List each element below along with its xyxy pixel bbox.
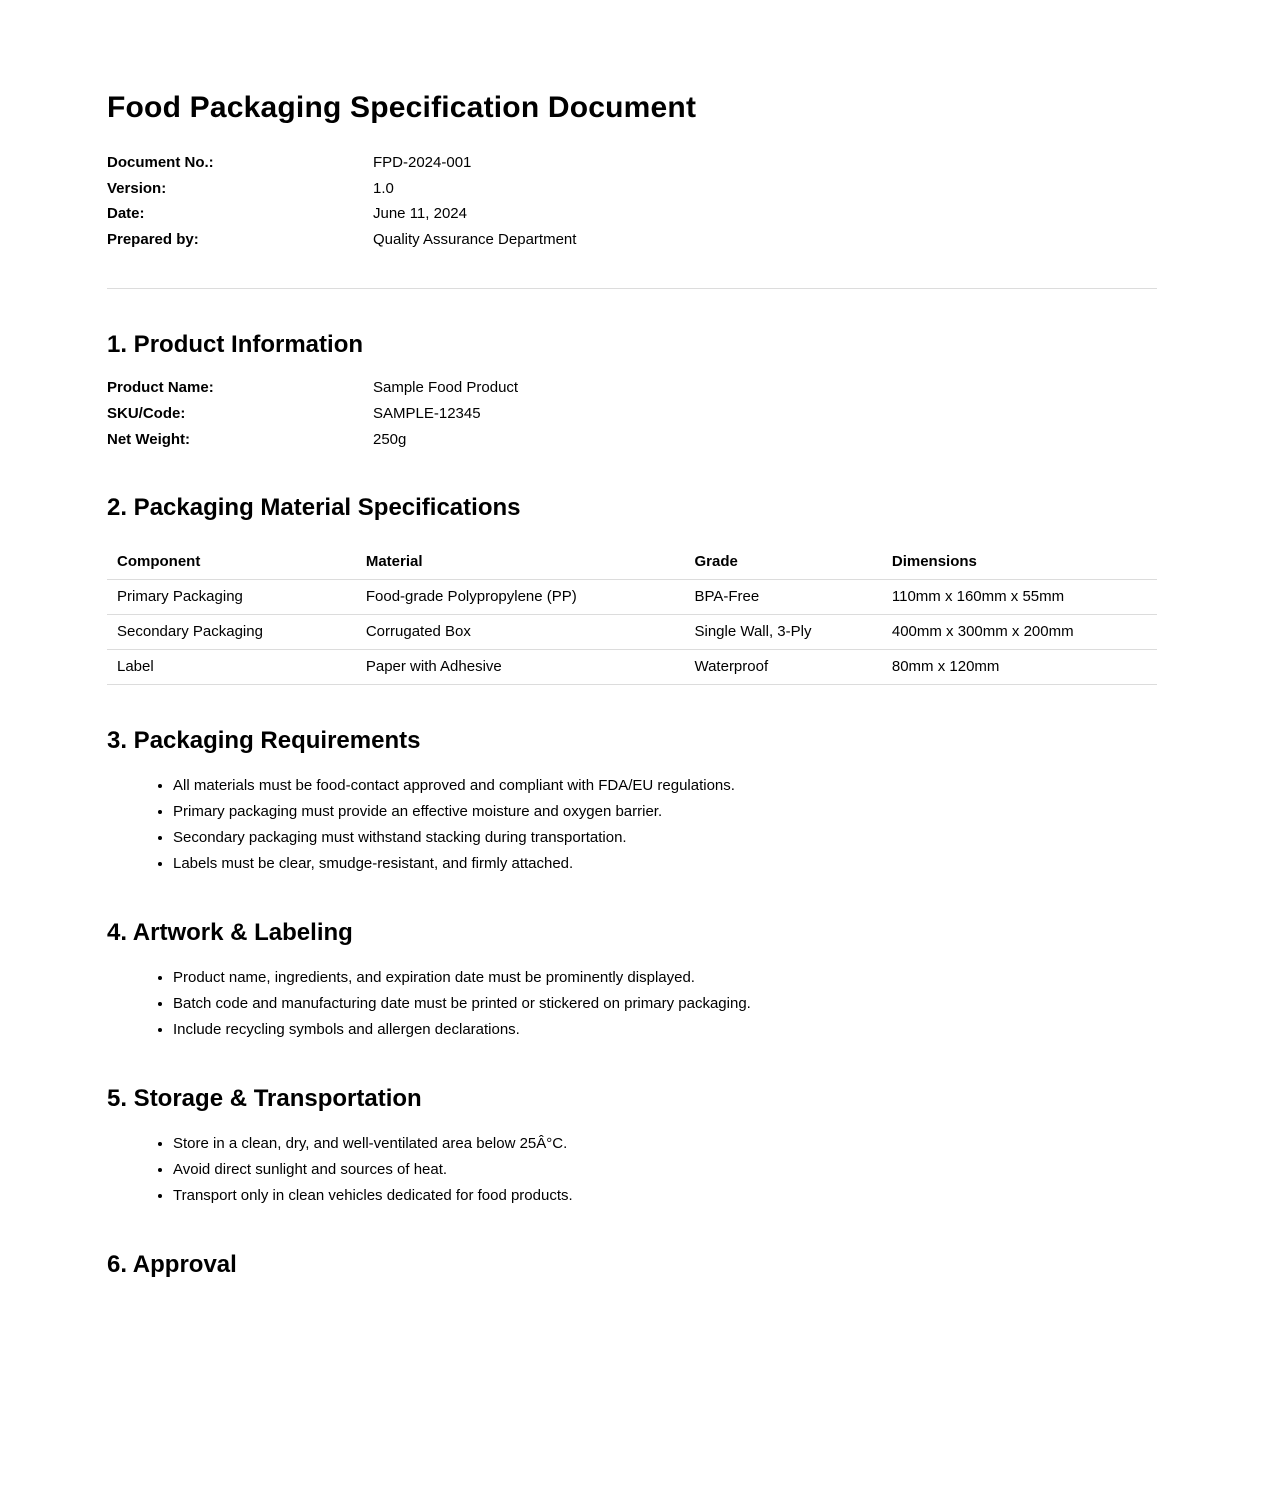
heading-product-information: 1. Product Information	[107, 331, 364, 359]
column-header-component: Component	[107, 544, 356, 579]
meta-value: FPD-2024-001	[373, 154, 472, 171]
field-value: Sample Food Product	[373, 379, 519, 397]
column-header-material: Material	[356, 544, 685, 579]
cell-grade: Waterproof	[684, 649, 881, 684]
field-value: 250g	[373, 430, 407, 448]
meta-label: Document No.:	[107, 154, 214, 171]
field-row-sku-code	[107, 401, 1157, 427]
meta-label: Prepared by:	[107, 230, 199, 248]
cell-dimensions: 80mm x 120mm	[882, 649, 1157, 684]
cell-component: Label	[107, 649, 356, 684]
meta-row-version	[107, 176, 1157, 202]
field-row-net-weight	[107, 427, 1157, 453]
heading-approval: 6. Approval	[107, 1250, 237, 1278]
cell-dimensions: 400mm x 300mm x 200mm	[882, 614, 1157, 649]
meta-value: 1.0	[373, 179, 394, 197]
cell-material: Food-grade Polypropylene (PP)	[356, 579, 685, 614]
meta-row-prepared-by	[107, 227, 1157, 253]
column-header-grade: Grade	[684, 544, 881, 579]
meta-row-date	[107, 201, 1157, 227]
field-row-product-name	[107, 375, 1157, 401]
heading-storage-transportation: 5. Storage & Transportation	[107, 1084, 422, 1112]
list-item: • Product name, ingredients, and expiration date must be prominently displayed.	[173, 965, 1157, 991]
field-label: Product Name:	[107, 379, 214, 397]
meta-label: Version:	[107, 179, 167, 197]
document-meta	[107, 150, 1157, 252]
product-information-fields	[107, 375, 1157, 452]
list-item: • Batch code and manufacturing date must be printed or stickered on primary packaging.	[173, 991, 1157, 1017]
table-row	[107, 649, 1157, 684]
cell-dimensions: 110mm x 160mm x 55mm	[882, 579, 1157, 614]
list-item: • All materials must be food-contact approved and compliant with FDA/EU regulations.	[173, 773, 1157, 799]
meta-value: Quality Assurance Department	[373, 230, 577, 248]
list-item: • Transport only in clean vehicles dedicated for food products.	[173, 1183, 1157, 1209]
field-label: Net Weight:	[107, 430, 191, 448]
packaging-requirements-list	[107, 773, 1157, 877]
artwork-labeling-list	[107, 965, 1157, 1043]
list-item: • Secondary packaging must withstand stacking during transportation.	[173, 825, 1157, 851]
heading-packaging-material-specifications: 2. Packaging Material Specifications	[107, 494, 521, 522]
document-title: Food Packaging Specification Document	[107, 91, 697, 124]
storage-transportation-list	[107, 1131, 1157, 1209]
cell-material: Paper with Adhesive	[356, 649, 685, 684]
cell-grade: Single Wall, 3-Ply	[684, 614, 881, 649]
meta-label: Date:	[107, 205, 145, 223]
cell-grade: BPA-Free	[684, 579, 881, 614]
packaging-material-table	[107, 544, 1157, 685]
meta-row-document-no	[107, 150, 1157, 176]
list-item: • Include recycling symbols and allergen declarations.	[173, 1017, 1157, 1043]
meta-value: June 11, 2024	[373, 205, 467, 223]
field-label: SKU/Code:	[107, 404, 186, 422]
list-item: • Store in a clean, dry, and well-ventilated area below 25Â°C.	[173, 1131, 1157, 1157]
table-header-row	[107, 544, 1157, 579]
section-divider	[107, 288, 1157, 289]
list-item: • Primary packaging must provide an effective moisture and oxygen barrier.	[173, 799, 1157, 825]
field-value: SAMPLE-12345	[373, 404, 481, 422]
table-row	[107, 614, 1157, 649]
cell-component: Secondary Packaging	[107, 614, 356, 649]
cell-material: Corrugated Box	[356, 614, 685, 649]
column-header-dimensions: Dimensions	[882, 544, 1157, 579]
cell-component: Primary Packaging	[107, 579, 356, 614]
table-row	[107, 579, 1157, 614]
list-item: • Labels must be clear, smudge-resistant, and firmly attached.	[173, 851, 1157, 877]
heading-artwork-labeling: 4. Artwork & Labeling	[107, 918, 353, 946]
list-item: • Avoid direct sunlight and sources of heat.	[173, 1157, 1157, 1183]
heading-packaging-requirements: 3. Packaging Requirements	[107, 726, 421, 754]
